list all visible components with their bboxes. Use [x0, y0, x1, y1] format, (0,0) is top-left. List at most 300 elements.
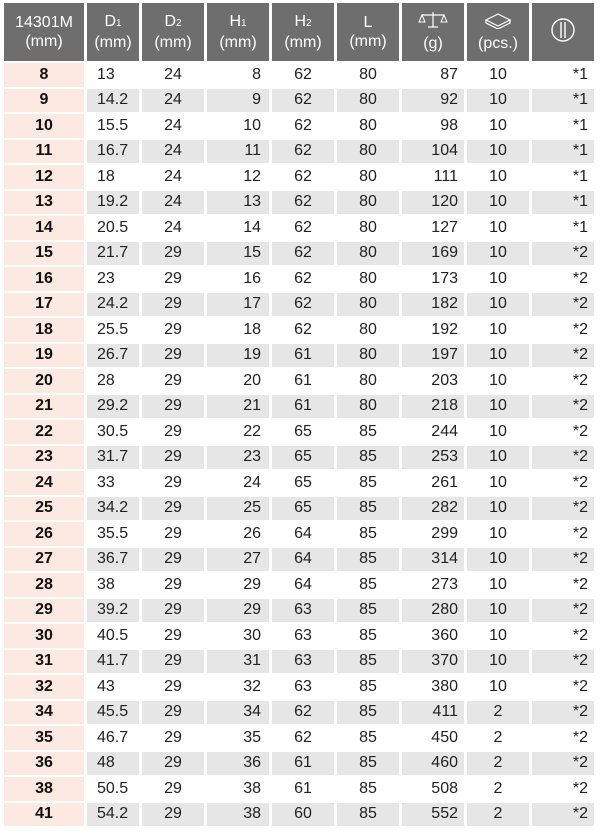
cell-length: 85	[359, 677, 377, 695]
cell-d2: 29	[164, 626, 182, 644]
cell-size: 31	[4, 650, 84, 674]
cell-d1: 50.5	[97, 779, 129, 797]
cell-drive: *2	[572, 728, 588, 746]
cell-size: 25	[4, 497, 84, 521]
cell-h2: 63	[294, 626, 312, 644]
header-model-label: 14301M	[15, 14, 73, 31]
cell-size: 16	[4, 267, 84, 291]
cell-drive: *2	[572, 320, 588, 338]
header-d2-label: D	[164, 13, 176, 30]
cell-h1: 10	[243, 116, 261, 134]
cell-pack: 10	[467, 344, 529, 368]
header-d1	[87, 3, 139, 61]
table-row	[4, 701, 594, 725]
table-row	[4, 114, 594, 138]
cell-size: 20	[4, 369, 84, 393]
cell-h2: 62	[294, 116, 312, 134]
cell-pack: 10	[489, 269, 507, 287]
cell-size: 18	[4, 318, 84, 342]
cell-h2: 62	[272, 89, 334, 113]
cell-d2: 29	[164, 320, 182, 338]
cell-length: 80	[359, 167, 377, 185]
cell-d2: 24	[164, 65, 182, 83]
cell-weight: 299	[431, 524, 458, 542]
cell-size: 13	[4, 191, 84, 215]
cell-weight: 460	[402, 752, 464, 776]
cell-d1: 24.2	[87, 293, 139, 317]
cell-size: 38	[4, 777, 84, 801]
table-header-row	[4, 3, 594, 61]
cell-d1: 25.5	[97, 320, 129, 338]
cell-weight: 370	[402, 650, 464, 674]
cell-d1: 21.7	[87, 242, 139, 266]
header-length-unit: (mm)	[349, 33, 387, 50]
cell-pack: 2	[493, 728, 503, 746]
table-row	[4, 522, 594, 546]
cell-d1: 45.5	[87, 701, 139, 725]
cell-weight: 218	[402, 395, 464, 419]
cell-d2: 29	[164, 575, 182, 593]
cell-weight: 87	[440, 65, 458, 83]
cell-pack: 10	[489, 524, 507, 542]
cell-pack: 10	[489, 626, 507, 644]
cell-drive: *2	[532, 752, 594, 776]
cell-h2: 62	[272, 701, 334, 725]
cell-h1: 9	[207, 89, 269, 113]
cell-h2: 62	[272, 242, 334, 266]
cell-length: 85	[359, 575, 377, 593]
box-icon	[483, 11, 513, 29]
cell-length: 85	[359, 779, 377, 797]
cell-weight: 360	[431, 626, 458, 644]
cell-h2: 62	[294, 320, 312, 338]
cell-drive: *2	[572, 422, 588, 440]
table-row	[4, 267, 594, 291]
cell-pack: 10	[467, 599, 529, 623]
cell-weight: 104	[402, 140, 464, 164]
cell-h1: 30	[243, 626, 261, 644]
cell-drive: *1	[532, 89, 594, 113]
cell-weight: 169	[402, 242, 464, 266]
cell-d2: 29	[142, 242, 204, 266]
cell-h2: 65	[272, 446, 334, 470]
cell-d1: 23	[97, 269, 115, 287]
table-row	[4, 548, 594, 572]
table-row	[4, 165, 594, 189]
table-row	[4, 497, 594, 521]
cell-pack: 10	[467, 548, 529, 572]
cell-size: 22	[4, 420, 84, 444]
cell-d2: 29	[164, 422, 182, 440]
cell-d1: 15.5	[97, 116, 129, 134]
cell-pack: 10	[489, 218, 507, 236]
cell-length: 85	[337, 701, 399, 725]
cell-d1: 14.2	[87, 89, 139, 113]
cell-weight: 182	[402, 293, 464, 317]
cell-length: 80	[337, 89, 399, 113]
header-h1-unit: (mm)	[219, 34, 257, 51]
cell-h1: 35	[243, 728, 261, 746]
cell-h1: 27	[207, 548, 269, 572]
cell-drive: *2	[572, 779, 588, 797]
cell-d2: 29	[164, 728, 182, 746]
cell-size: 24	[4, 471, 84, 495]
cell-h1: 29	[243, 575, 261, 593]
table-row	[4, 752, 594, 776]
cell-d2: 29	[164, 269, 182, 287]
cell-weight: 261	[431, 473, 458, 491]
cell-h2: 63	[272, 650, 334, 674]
cell-h2: 65	[294, 473, 312, 491]
cell-d2: 29	[142, 548, 204, 572]
cell-size: 26	[4, 522, 84, 546]
cell-weight: 314	[402, 548, 464, 572]
cell-drive: *2	[532, 344, 594, 368]
cell-d2: 24	[142, 191, 204, 215]
cell-drive: *2	[532, 242, 594, 266]
header-h1	[207, 3, 269, 61]
cell-weight: 282	[402, 497, 464, 521]
cell-length: 85	[359, 626, 377, 644]
cell-size: 12	[4, 165, 84, 189]
cell-d2: 29	[142, 752, 204, 776]
cell-pack: 10	[489, 371, 507, 389]
header-pack	[467, 3, 529, 61]
cell-h1: 23	[207, 446, 269, 470]
cell-drive: *2	[572, 575, 588, 593]
header-d2-unit: (mm)	[154, 34, 192, 51]
cell-length: 80	[359, 320, 377, 338]
cell-pack: 2	[467, 803, 529, 827]
header-weight	[402, 3, 464, 61]
cell-size: 23	[4, 446, 84, 470]
cell-length: 85	[359, 473, 377, 491]
cell-h2: 62	[272, 293, 334, 317]
cell-pack: 2	[467, 701, 529, 725]
cell-pack: 10	[489, 65, 507, 83]
cell-length: 80	[359, 371, 377, 389]
cell-weight: 253	[402, 446, 464, 470]
cell-d2: 24	[164, 167, 182, 185]
cell-h2: 61	[272, 344, 334, 368]
cell-d1: 33	[97, 473, 115, 491]
header-d1-sub: 1	[116, 18, 122, 29]
cell-length: 80	[337, 344, 399, 368]
table-row	[4, 650, 594, 674]
cell-d1: 43	[97, 677, 115, 695]
cell-d1: 34.2	[87, 497, 139, 521]
cell-weight: 450	[431, 728, 458, 746]
cell-h2: 65	[272, 497, 334, 521]
cell-h2: 61	[272, 395, 334, 419]
cell-d2: 29	[142, 497, 204, 521]
cell-h1: 11	[207, 140, 269, 164]
cell-d1: 13	[97, 65, 115, 83]
cell-size: 35	[4, 726, 84, 750]
cell-weight: 92	[402, 89, 464, 113]
cell-h1: 20	[243, 371, 261, 389]
cell-drive: *2	[532, 599, 594, 623]
cell-h2: 62	[272, 140, 334, 164]
cell-drive: *2	[572, 473, 588, 491]
header-h2	[272, 3, 334, 61]
table-row	[4, 318, 594, 342]
cell-weight: 111	[433, 167, 458, 185]
cell-pack: 10	[489, 677, 507, 695]
cell-drive: *2	[532, 446, 594, 470]
cell-h2: 62	[294, 218, 312, 236]
cell-d1: 29.2	[87, 395, 139, 419]
cell-drive: *2	[572, 269, 588, 287]
spec-table	[1, 1, 597, 828]
header-length-label: L	[363, 14, 373, 31]
cell-size: 36	[4, 752, 84, 776]
cell-drive: *1	[572, 167, 588, 185]
cell-pack: 10	[467, 191, 529, 215]
header-d2	[142, 3, 204, 61]
cell-drive: *1	[532, 140, 594, 164]
cell-length: 80	[337, 293, 399, 317]
cell-size: 9	[4, 89, 84, 113]
cell-d1: 16.7	[87, 140, 139, 164]
cell-pack: 10	[489, 422, 507, 440]
scale-icon	[418, 11, 448, 29]
cell-pack: 10	[489, 116, 507, 134]
cell-length: 85	[337, 599, 399, 623]
cell-h1: 34	[207, 701, 269, 725]
cell-pack: 10	[489, 320, 507, 338]
cell-length: 80	[359, 218, 377, 236]
cell-d2: 29	[164, 677, 182, 695]
cell-h1: 12	[243, 167, 261, 185]
cell-length: 80	[337, 242, 399, 266]
cell-length: 80	[337, 140, 399, 164]
cell-d2: 29	[164, 779, 182, 797]
cell-pack: 10	[489, 167, 507, 185]
cell-drive: *1	[532, 191, 594, 215]
table-body	[4, 63, 594, 826]
cell-length: 80	[337, 191, 399, 215]
cell-pack: 10	[467, 497, 529, 521]
cell-size: 32	[4, 675, 84, 699]
cell-d2: 29	[142, 803, 204, 827]
cell-h2: 65	[294, 422, 312, 440]
cell-d2: 29	[142, 395, 204, 419]
cell-d2: 29	[164, 371, 182, 389]
cell-h2: 62	[272, 191, 334, 215]
table-row	[4, 599, 594, 623]
cell-h2: 60	[272, 803, 334, 827]
cell-d2: 29	[164, 524, 182, 542]
cell-d2: 29	[142, 650, 204, 674]
table-row	[4, 216, 594, 240]
cell-d2: 29	[142, 701, 204, 725]
cell-drive: *1	[572, 116, 588, 134]
cell-h2: 64	[294, 524, 312, 542]
header-model-unit: (mm)	[25, 33, 63, 50]
cell-weight: 508	[431, 779, 458, 797]
cell-h1: 38	[207, 803, 269, 827]
cell-length: 85	[359, 422, 377, 440]
header-h1-label: H	[229, 13, 241, 30]
cell-drive: *2	[532, 293, 594, 317]
cell-weight: 192	[431, 320, 458, 338]
table-row	[4, 726, 594, 750]
cell-h1: 26	[243, 524, 261, 542]
cell-h1: 13	[207, 191, 269, 215]
cell-d1: 35.5	[97, 524, 129, 542]
cell-d1: 20.5	[97, 218, 129, 236]
cell-weight: 98	[440, 116, 458, 134]
table-row	[4, 420, 594, 444]
table-row	[4, 293, 594, 317]
cell-h1: 16	[243, 269, 261, 287]
cell-size: 17	[4, 293, 84, 317]
table-row	[4, 471, 594, 495]
cell-size: 29	[4, 599, 84, 623]
cell-size: 14	[4, 216, 84, 240]
cell-weight: 197	[402, 344, 464, 368]
table-row	[4, 777, 594, 801]
table-row	[4, 344, 594, 368]
cell-length: 85	[337, 548, 399, 572]
header-h2-label: H	[294, 13, 306, 30]
table-row	[4, 624, 594, 648]
cell-h1: 21	[207, 395, 269, 419]
cell-drive: *2	[532, 650, 594, 674]
cell-h2: 62	[294, 269, 312, 287]
cell-pack: 10	[467, 293, 529, 317]
cell-weight: 273	[431, 575, 458, 593]
cell-size: 30	[4, 624, 84, 648]
cell-d1: 26.7	[87, 344, 139, 368]
cell-size: 19	[4, 344, 84, 368]
cell-h1: 24	[243, 473, 261, 491]
cell-d1: 54.2	[87, 803, 139, 827]
cell-weight: 244	[431, 422, 458, 440]
cell-h2: 62	[294, 167, 312, 185]
cell-weight: 203	[431, 371, 458, 389]
cell-h1: 32	[243, 677, 261, 695]
header-d1-label: D	[104, 13, 116, 30]
cell-length: 85	[337, 752, 399, 776]
cell-d2: 24	[164, 218, 182, 236]
cell-length: 85	[337, 497, 399, 521]
cell-length: 85	[359, 728, 377, 746]
cell-d1: 46.7	[97, 728, 129, 746]
cell-h2: 62	[294, 728, 312, 746]
cell-drive: *2	[532, 803, 594, 827]
cell-size: 28	[4, 573, 84, 597]
cell-d1: 19.2	[87, 191, 139, 215]
drive-type-icon	[550, 17, 576, 43]
cell-h1: 31	[207, 650, 269, 674]
cell-pack: 10	[467, 395, 529, 419]
cell-length: 80	[359, 65, 377, 83]
cell-d2: 24	[164, 116, 182, 134]
cell-weight: 411	[402, 701, 464, 725]
cell-pack: 10	[467, 140, 529, 164]
header-pack-unit: (pcs.)	[478, 35, 518, 52]
cell-h1: 25	[207, 497, 269, 521]
header-model	[4, 3, 84, 61]
cell-pack: 10	[467, 446, 529, 470]
cell-pack: 2	[467, 752, 529, 776]
header-weight-unit: (g)	[423, 35, 443, 52]
header-d2-sub: 2	[176, 18, 182, 29]
table-row	[4, 573, 594, 597]
cell-drive: *2	[532, 395, 594, 419]
cell-weight: 552	[402, 803, 464, 827]
cell-weight: 120	[402, 191, 464, 215]
cell-d1: 28	[97, 371, 115, 389]
cell-d2: 24	[142, 140, 204, 164]
cell-length: 85	[359, 524, 377, 542]
cell-d1: 39.2	[87, 599, 139, 623]
cell-h1: 18	[243, 320, 261, 338]
header-h2-sub: 2	[306, 18, 312, 29]
cell-d1: 40.5	[97, 626, 129, 644]
cell-h2: 63	[294, 677, 312, 695]
cell-length: 80	[359, 116, 377, 134]
cell-size: 10	[4, 114, 84, 138]
table-row	[4, 242, 594, 266]
cell-d2: 29	[142, 599, 204, 623]
cell-drive: *2	[572, 626, 588, 644]
table-row	[4, 369, 594, 393]
cell-pack: 10	[467, 650, 529, 674]
cell-size: 15	[4, 242, 84, 266]
table-row	[4, 395, 594, 419]
header-d1-unit: (mm)	[94, 34, 132, 51]
cell-drive: *1	[572, 218, 588, 236]
cell-h2: 61	[294, 371, 312, 389]
cell-h2: 62	[294, 65, 312, 83]
cell-drive: *2	[572, 371, 588, 389]
cell-size: 8	[4, 63, 84, 87]
cell-d1: 36.7	[87, 548, 139, 572]
cell-length: 85	[337, 803, 399, 827]
cell-h1: 22	[243, 422, 261, 440]
cell-d2: 29	[142, 344, 204, 368]
cell-length: 85	[337, 650, 399, 674]
cell-h2: 64	[294, 575, 312, 593]
cell-d1: 18	[97, 167, 115, 185]
table-row	[4, 63, 594, 87]
cell-drive: *1	[572, 65, 588, 83]
table-row	[4, 803, 594, 827]
cell-size: 41	[4, 803, 84, 827]
table-row	[4, 446, 594, 470]
cell-pack: 10	[489, 575, 507, 593]
cell-h1: 15	[207, 242, 269, 266]
cell-pack: 2	[493, 779, 503, 797]
cell-d1: 41.7	[87, 650, 139, 674]
cell-h1: 8	[252, 65, 261, 83]
cell-h1: 38	[243, 779, 261, 797]
cell-d1: 38	[97, 575, 115, 593]
table-row	[4, 675, 594, 699]
cell-drive: *2	[572, 677, 588, 695]
cell-drive: *2	[532, 548, 594, 572]
cell-drive: *2	[532, 497, 594, 521]
cell-h1: 29	[207, 599, 269, 623]
cell-h1: 17	[207, 293, 269, 317]
cell-size: 27	[4, 548, 84, 572]
cell-d2: 29	[142, 293, 204, 317]
cell-size: 34	[4, 701, 84, 725]
table-row	[4, 191, 594, 215]
